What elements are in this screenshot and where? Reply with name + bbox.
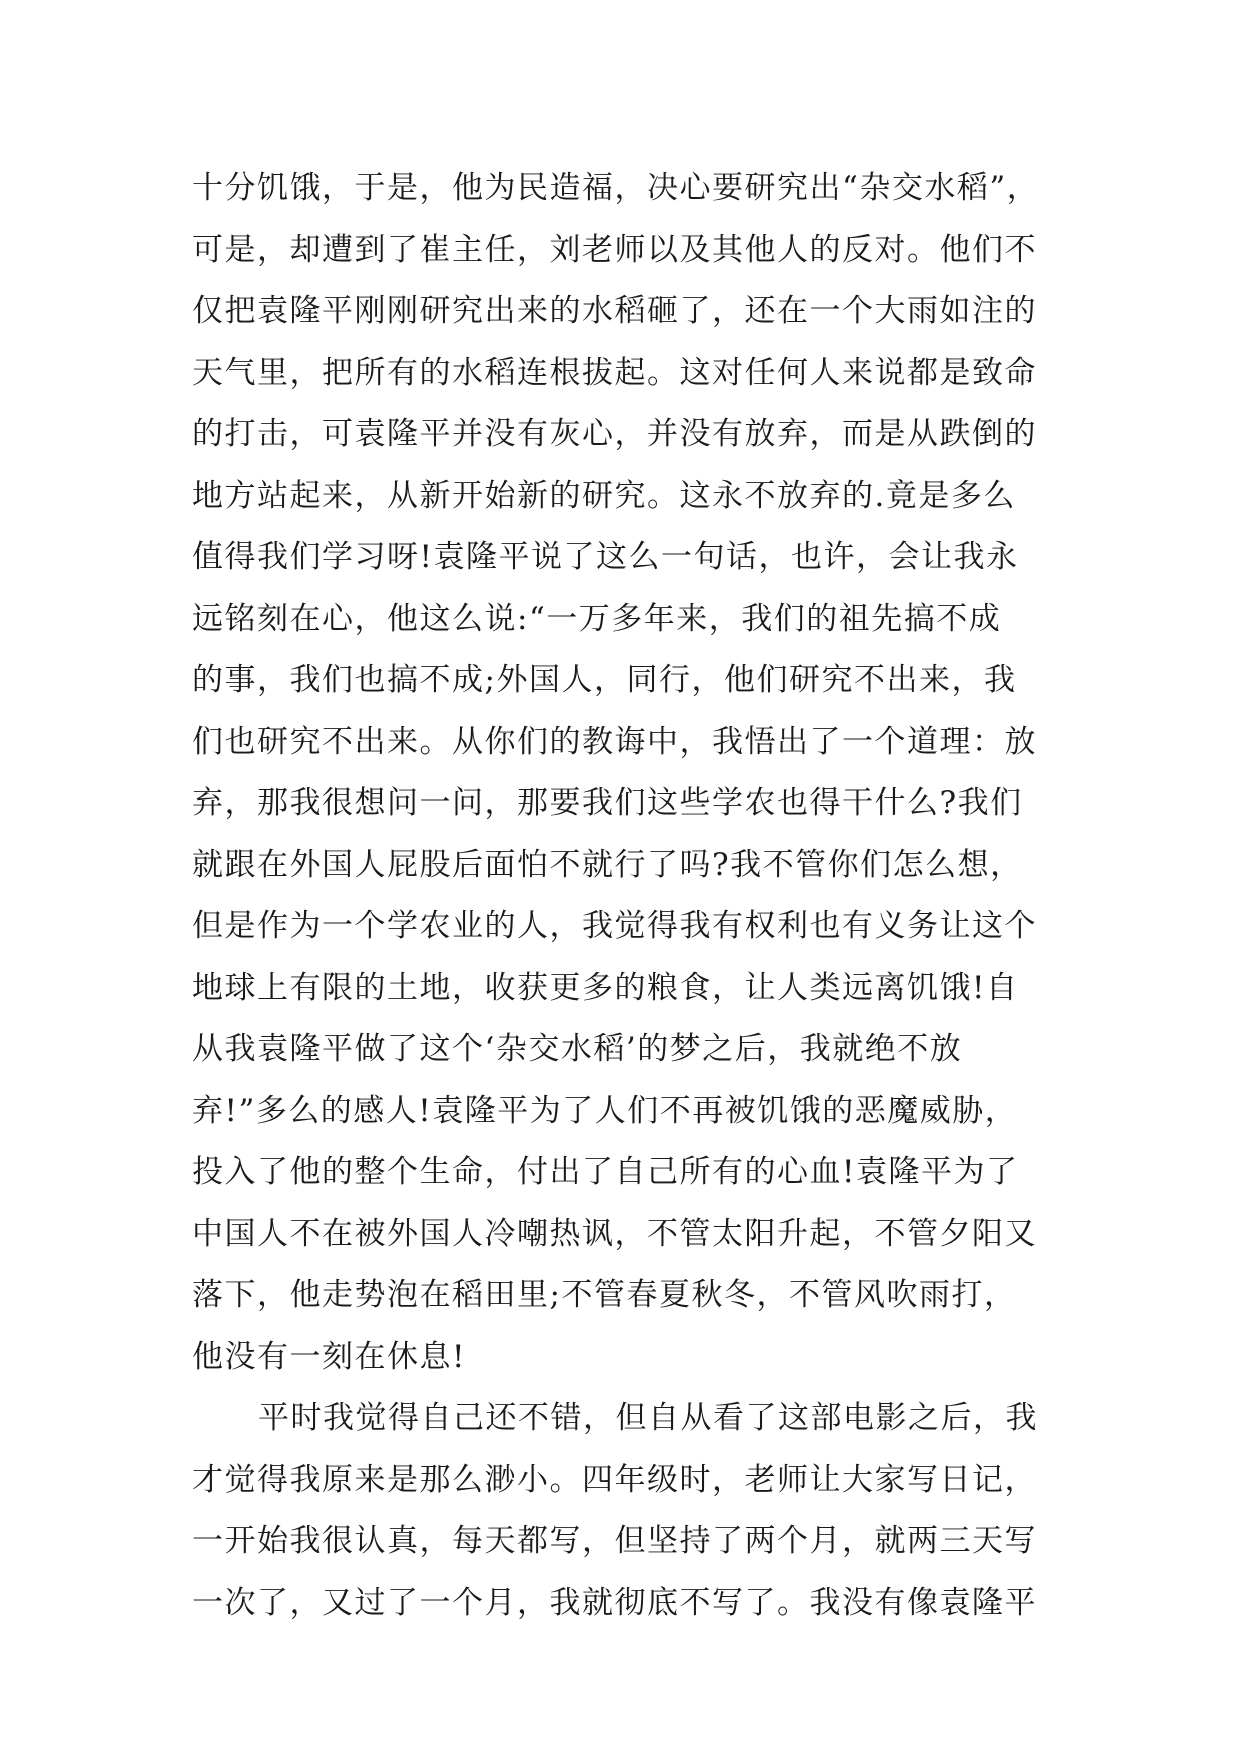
text-line: 值得我们学习呀!袁隆平说了这么一句话，也许，会让我永 [192, 539, 1019, 575]
text-line: 远铭刻在心，他这么说:“一万多年来，我们的祖先搞不成 [192, 600, 1002, 637]
text-line: 弃!”多么的感人!袁隆平为了人们不再被饥饿的恶魔威胁， [192, 1092, 1018, 1129]
text-line: 落下，他走势泡在稻田里;不管春夏秋冬，不管风吹雨打， [192, 1277, 1017, 1313]
paragraph-1 [192, 158, 1072, 1388]
text-line: 可是，却遭到了崔主任，刘老师以及其他人的反对。他们不 [192, 231, 1037, 268]
text-line: 的事，我们也搞不成;外国人，同行，他们研究不出来，我 [192, 662, 1017, 698]
text-line: 中国人不在被外国人冷嘲热讽，不管太阳升起，不管夕阳又 [192, 1215, 1037, 1252]
text-line: 他没有一刻在休息! [192, 1338, 466, 1375]
text-line: 们也研究不出来。从你们的教诲中，我悟出了一个道理：放 [192, 723, 1037, 760]
text-line: 地球上有限的土地，收获更多的粮食，让人类远离饥饿!自 [192, 969, 1019, 1006]
text-line: 一开始我很认真，每天都写，但坚持了两个月，就两三天写 [192, 1523, 1037, 1559]
paragraph-2 [192, 1388, 1072, 1634]
text-line: 天气里，把所有的水稻连根拔起。这对任何人来说都是致命 [192, 354, 1037, 391]
text-line: 才觉得我原来是那么渺小。四年级时，老师让大家写日记， [192, 1461, 1037, 1498]
text-line: 仅把袁隆平刚刚研究出来的水稻砸了，还在一个大雨如注的 [192, 293, 1037, 329]
text-line: 投入了他的整个生命，付出了自己所有的心血!袁隆平为了 [192, 1154, 1019, 1190]
text-line: 地方站起来，从新开始新的研究。这永不放弃的.竟是多么 [192, 477, 1016, 514]
text-line: 一次了，又过了一个月，我就彻底不写了。我没有像袁隆平 [192, 1584, 1037, 1621]
text-line-first: 平时我觉得自己还不错，但自从看了这部电影之后，我 [258, 1400, 1038, 1436]
text-line: 就跟在外国人屁股后面怕不就行了吗?我不管你们怎么想， [192, 846, 1023, 883]
text-line: 弃，那我很想问一问，那要我们这些学农也得干什么?我们 [192, 785, 1023, 821]
text-line: 十分饥饿，于是，他为民造福，决心要研究出“杂交水稻”， [192, 170, 1040, 206]
text-line: 从我袁隆平做了这个‘杂交水稻’的梦之后，我就绝不放 [192, 1031, 963, 1067]
text-line: 但是作为一个学农业的人，我觉得我有权利也有义务让这个 [192, 908, 1037, 944]
body-text [192, 158, 1072, 1634]
text-line: 的打击，可袁隆平并没有灰心，并没有放弃，而是从跌倒的 [192, 416, 1037, 452]
